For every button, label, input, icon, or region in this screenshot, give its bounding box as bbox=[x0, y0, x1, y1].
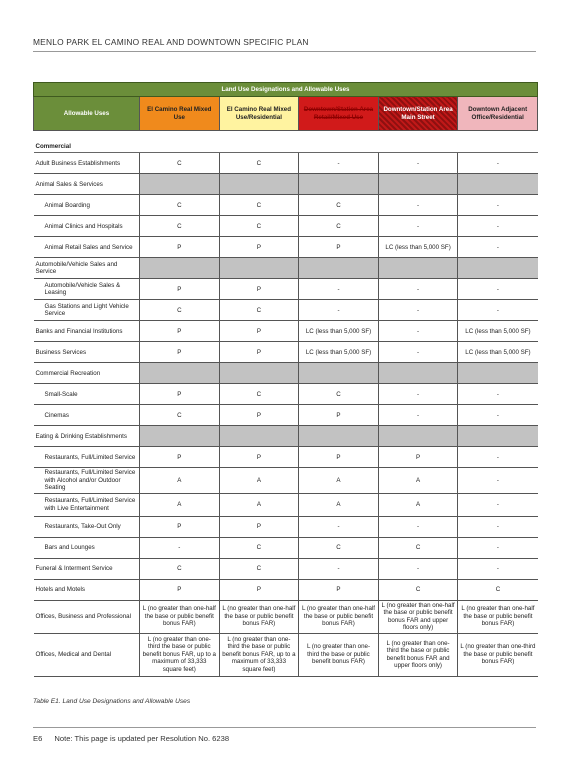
table-cell: L (no greater than one-half the base or public benefit bonus FAR) bbox=[458, 600, 538, 633]
table-row bbox=[34, 579, 538, 600]
table-row bbox=[34, 405, 538, 426]
table-cell: P bbox=[299, 237, 379, 258]
table-cell: - bbox=[378, 216, 458, 237]
table-cell: - bbox=[378, 279, 458, 300]
row-use-label: Restaurants, Take-Out Only bbox=[34, 516, 140, 537]
group-filler-cell bbox=[219, 258, 299, 279]
table-cell: A bbox=[299, 493, 379, 516]
row-use-label: Animal Boarding bbox=[34, 195, 140, 216]
table-row bbox=[34, 195, 538, 216]
table-cell: LC (less than 5,000 SF) bbox=[299, 321, 379, 342]
table-cell: - bbox=[378, 195, 458, 216]
table-cell: C bbox=[140, 216, 220, 237]
table-cell: - bbox=[458, 237, 538, 258]
table-cell: C bbox=[219, 195, 299, 216]
row-use-label: Eating & Drinking Establishments bbox=[34, 426, 140, 447]
table-cell: A bbox=[219, 468, 299, 493]
table-cell: C bbox=[219, 537, 299, 558]
table-cell: LC (less than 5,000 SF) bbox=[378, 237, 458, 258]
row-use-label: Gas Stations and Light Vehicle Service bbox=[34, 300, 140, 321]
table-cell: - bbox=[378, 384, 458, 405]
table-cell: P bbox=[219, 447, 299, 468]
table-cell: P bbox=[219, 342, 299, 363]
table-cell: - bbox=[299, 300, 379, 321]
table-cell: C bbox=[219, 558, 299, 579]
table-cell: L (no greater than one-third the base or public benefit bonus FAR) bbox=[458, 633, 538, 676]
row-use-label: Bars and Lounges bbox=[34, 537, 140, 558]
table-cell: LC (less than 5,000 SF) bbox=[299, 342, 379, 363]
table-cell: A bbox=[378, 468, 458, 493]
row-use-label: Animal Clinics and Hospitals bbox=[34, 216, 140, 237]
table-row bbox=[34, 384, 538, 405]
column-header-downtown-main-street: Downtown/Station Area Main Street bbox=[378, 97, 458, 131]
row-use-label: Commercial Recreation bbox=[34, 363, 140, 384]
table-group-row bbox=[34, 426, 538, 447]
land-use-table bbox=[33, 82, 538, 677]
row-use-label: Automobile/Vehicle Sales and Service bbox=[34, 258, 140, 279]
row-use-label: Automobile/Vehicle Sales & Leasing bbox=[34, 279, 140, 300]
table-row bbox=[34, 153, 538, 174]
row-use-label: Funeral & Interment Service bbox=[34, 558, 140, 579]
row-use-label: Restaurants, Full/Limited Service with Alcohol and/or Outdoor Seating bbox=[34, 468, 140, 493]
table-cell: P bbox=[219, 321, 299, 342]
table-cell: LC (less than 5,000 SF) bbox=[458, 342, 538, 363]
table-cell: P bbox=[140, 321, 220, 342]
row-use-label: Cinemas bbox=[34, 405, 140, 426]
table-cell: P bbox=[299, 405, 379, 426]
group-filler-cell bbox=[140, 258, 220, 279]
table-cell: - bbox=[458, 279, 538, 300]
group-filler-cell bbox=[458, 426, 538, 447]
table-cell: P bbox=[140, 237, 220, 258]
table-cell: - bbox=[458, 468, 538, 493]
table-cell: - bbox=[458, 405, 538, 426]
table-cell: C bbox=[299, 384, 379, 405]
table-cell: A bbox=[140, 493, 220, 516]
table-row bbox=[34, 279, 538, 300]
table-cell: - bbox=[378, 300, 458, 321]
table-cell: P bbox=[219, 237, 299, 258]
table-cell: - bbox=[378, 516, 458, 537]
table-cell: P bbox=[140, 447, 220, 468]
table-group-row bbox=[34, 174, 538, 195]
group-filler-cell bbox=[458, 258, 538, 279]
table-cell: C bbox=[140, 405, 220, 426]
table-cell: C bbox=[140, 195, 220, 216]
table-cell: - bbox=[299, 516, 379, 537]
table-cell: - bbox=[299, 153, 379, 174]
column-header-allowable-uses: Allowable Uses bbox=[34, 97, 140, 131]
table-row bbox=[34, 516, 538, 537]
group-filler-cell bbox=[378, 258, 458, 279]
table-cell: C bbox=[140, 300, 220, 321]
table-caption: Table E1. Land Use Designations and Allowable Uses bbox=[33, 698, 191, 705]
page-footer bbox=[33, 734, 229, 743]
table-cell: L (no greater than one-third the base or public benefit bonus FAR) bbox=[299, 633, 379, 676]
table-cell: C bbox=[219, 300, 299, 321]
table-cell: L (no greater than one-half the base or public benefit bonus FAR) bbox=[299, 600, 379, 633]
table-row bbox=[34, 537, 538, 558]
footer-note: Note: This page is updated per Resolution No. 6238 bbox=[54, 734, 230, 743]
table-cell: P bbox=[140, 342, 220, 363]
column-header-downtown-adjacent: Downtown Adjacent Office/Residential bbox=[458, 97, 538, 131]
table-cell: L (no greater than one-half the base or public benefit bonus FAR) bbox=[219, 600, 299, 633]
table-cell: - bbox=[458, 447, 538, 468]
table-group-row bbox=[34, 258, 538, 279]
table-row bbox=[34, 447, 538, 468]
table-row bbox=[34, 237, 538, 258]
table-cell: L (no greater than one-half the base or public benefit bonus FAR and upper floors only) bbox=[378, 600, 458, 633]
table-row bbox=[34, 342, 538, 363]
table-cell: C bbox=[299, 216, 379, 237]
table-cell: P bbox=[299, 579, 379, 600]
table-cell: LC (less than 5,000 SF) bbox=[458, 321, 538, 342]
row-use-label: Adult Business Establishments bbox=[34, 153, 140, 174]
footer-divider bbox=[33, 727, 536, 728]
row-use-label: Offices, Business and Professional bbox=[34, 600, 140, 633]
table-cell: - bbox=[458, 537, 538, 558]
table-cell: C bbox=[219, 153, 299, 174]
column-header-el-camino-residential: El Camino Real Mixed Use/Residential bbox=[219, 97, 299, 131]
group-filler-cell bbox=[140, 363, 220, 384]
table-title: Land Use Designations and Allowable Uses bbox=[34, 83, 538, 97]
group-filler-cell bbox=[378, 363, 458, 384]
row-use-label: Small-Scale bbox=[34, 384, 140, 405]
row-use-label: Animal Retail Sales and Service bbox=[34, 237, 140, 258]
table-cell: P bbox=[219, 579, 299, 600]
table-cell: - bbox=[458, 195, 538, 216]
row-use-label: Hotels and Motels bbox=[34, 579, 140, 600]
row-use-label: Banks and Financial Institutions bbox=[34, 321, 140, 342]
table-cell: - bbox=[458, 216, 538, 237]
row-use-label: Business Services bbox=[34, 342, 140, 363]
table-cell: - bbox=[378, 321, 458, 342]
table-cell: P bbox=[140, 384, 220, 405]
group-filler-cell bbox=[378, 426, 458, 447]
table-cell: L (no greater than one-third the base or public benefit bonus FAR and upper floors only) bbox=[378, 633, 458, 676]
group-filler-cell bbox=[299, 363, 379, 384]
table-cell: L (no greater than one-half the base or public benefit bonus FAR) bbox=[140, 600, 220, 633]
group-filler-cell bbox=[458, 363, 538, 384]
table-cell: P bbox=[378, 447, 458, 468]
row-use-label: Restaurants, Full/Limited Service with Live Entertainment bbox=[34, 493, 140, 516]
group-filler-cell bbox=[458, 174, 538, 195]
group-filler-cell bbox=[299, 426, 379, 447]
table-cell: - bbox=[378, 558, 458, 579]
table-cell: A bbox=[299, 468, 379, 493]
table-row bbox=[34, 468, 538, 493]
document-header-title: MENLO PARK EL CAMINO REAL AND DOWNTOWN SPECIFIC PLAN bbox=[33, 37, 309, 47]
table-cell: - bbox=[378, 405, 458, 426]
group-filler-cell bbox=[299, 174, 379, 195]
section-heading-commercial: Commercial bbox=[34, 131, 538, 153]
table-cell: - bbox=[299, 279, 379, 300]
group-filler-cell bbox=[299, 258, 379, 279]
table-cell: C bbox=[458, 579, 538, 600]
table-cell: C bbox=[299, 537, 379, 558]
table-cell: L (no greater than one-third the base or public benefit bonus FAR, up to a maximum of 33,333 square feet) bbox=[140, 633, 220, 676]
row-use-label: Offices, Medical and Dental bbox=[34, 633, 140, 676]
page-number: E6 bbox=[33, 734, 43, 743]
table-row bbox=[34, 300, 538, 321]
table-cell: P bbox=[299, 447, 379, 468]
table-cell: P bbox=[140, 579, 220, 600]
table-cell: - bbox=[140, 537, 220, 558]
table-cell: P bbox=[140, 516, 220, 537]
table-row bbox=[34, 558, 538, 579]
table-cell: C bbox=[299, 195, 379, 216]
table-cell: C bbox=[219, 384, 299, 405]
table-group-row bbox=[34, 363, 538, 384]
group-filler-cell bbox=[140, 426, 220, 447]
table-row bbox=[34, 493, 538, 516]
table-cell: C bbox=[219, 216, 299, 237]
group-filler-cell bbox=[219, 363, 299, 384]
table-cell: - bbox=[458, 300, 538, 321]
row-use-label: Restaurants, Full/Limited Service bbox=[34, 447, 140, 468]
group-filler-cell bbox=[378, 174, 458, 195]
table-cell: P bbox=[219, 405, 299, 426]
table-cell: - bbox=[458, 558, 538, 579]
table-cell: L (no greater than one-third the base or public benefit bonus FAR, up to a maximum of 33,333 square feet) bbox=[219, 633, 299, 676]
table-row bbox=[34, 321, 538, 342]
table-cell: - bbox=[458, 153, 538, 174]
group-filler-cell bbox=[219, 426, 299, 447]
column-header-el-camino-mixed-use: El Camino Real Mixed Use bbox=[140, 97, 220, 131]
table-cell: - bbox=[458, 516, 538, 537]
table-cell: A bbox=[219, 493, 299, 516]
table-cell: C bbox=[378, 537, 458, 558]
table-cell: P bbox=[140, 279, 220, 300]
row-use-label: Animal Sales & Services bbox=[34, 174, 140, 195]
table-cell: P bbox=[219, 516, 299, 537]
table-cell: - bbox=[458, 384, 538, 405]
table-cell: - bbox=[458, 493, 538, 516]
table-row bbox=[34, 600, 538, 633]
table-cell: P bbox=[219, 279, 299, 300]
table-cell: A bbox=[140, 468, 220, 493]
header-divider bbox=[33, 51, 536, 52]
column-header-downtown-retail: Downtown/Station Area Retail/Mixed Use bbox=[299, 97, 379, 131]
group-filler-cell bbox=[219, 174, 299, 195]
table-cell: - bbox=[378, 153, 458, 174]
table-cell: - bbox=[299, 558, 379, 579]
table-row bbox=[34, 216, 538, 237]
table-cell: C bbox=[140, 558, 220, 579]
table-cell: C bbox=[378, 579, 458, 600]
table-cell: A bbox=[378, 493, 458, 516]
group-filler-cell bbox=[140, 174, 220, 195]
table-row bbox=[34, 633, 538, 676]
table-cell: C bbox=[140, 153, 220, 174]
table-cell: - bbox=[378, 342, 458, 363]
